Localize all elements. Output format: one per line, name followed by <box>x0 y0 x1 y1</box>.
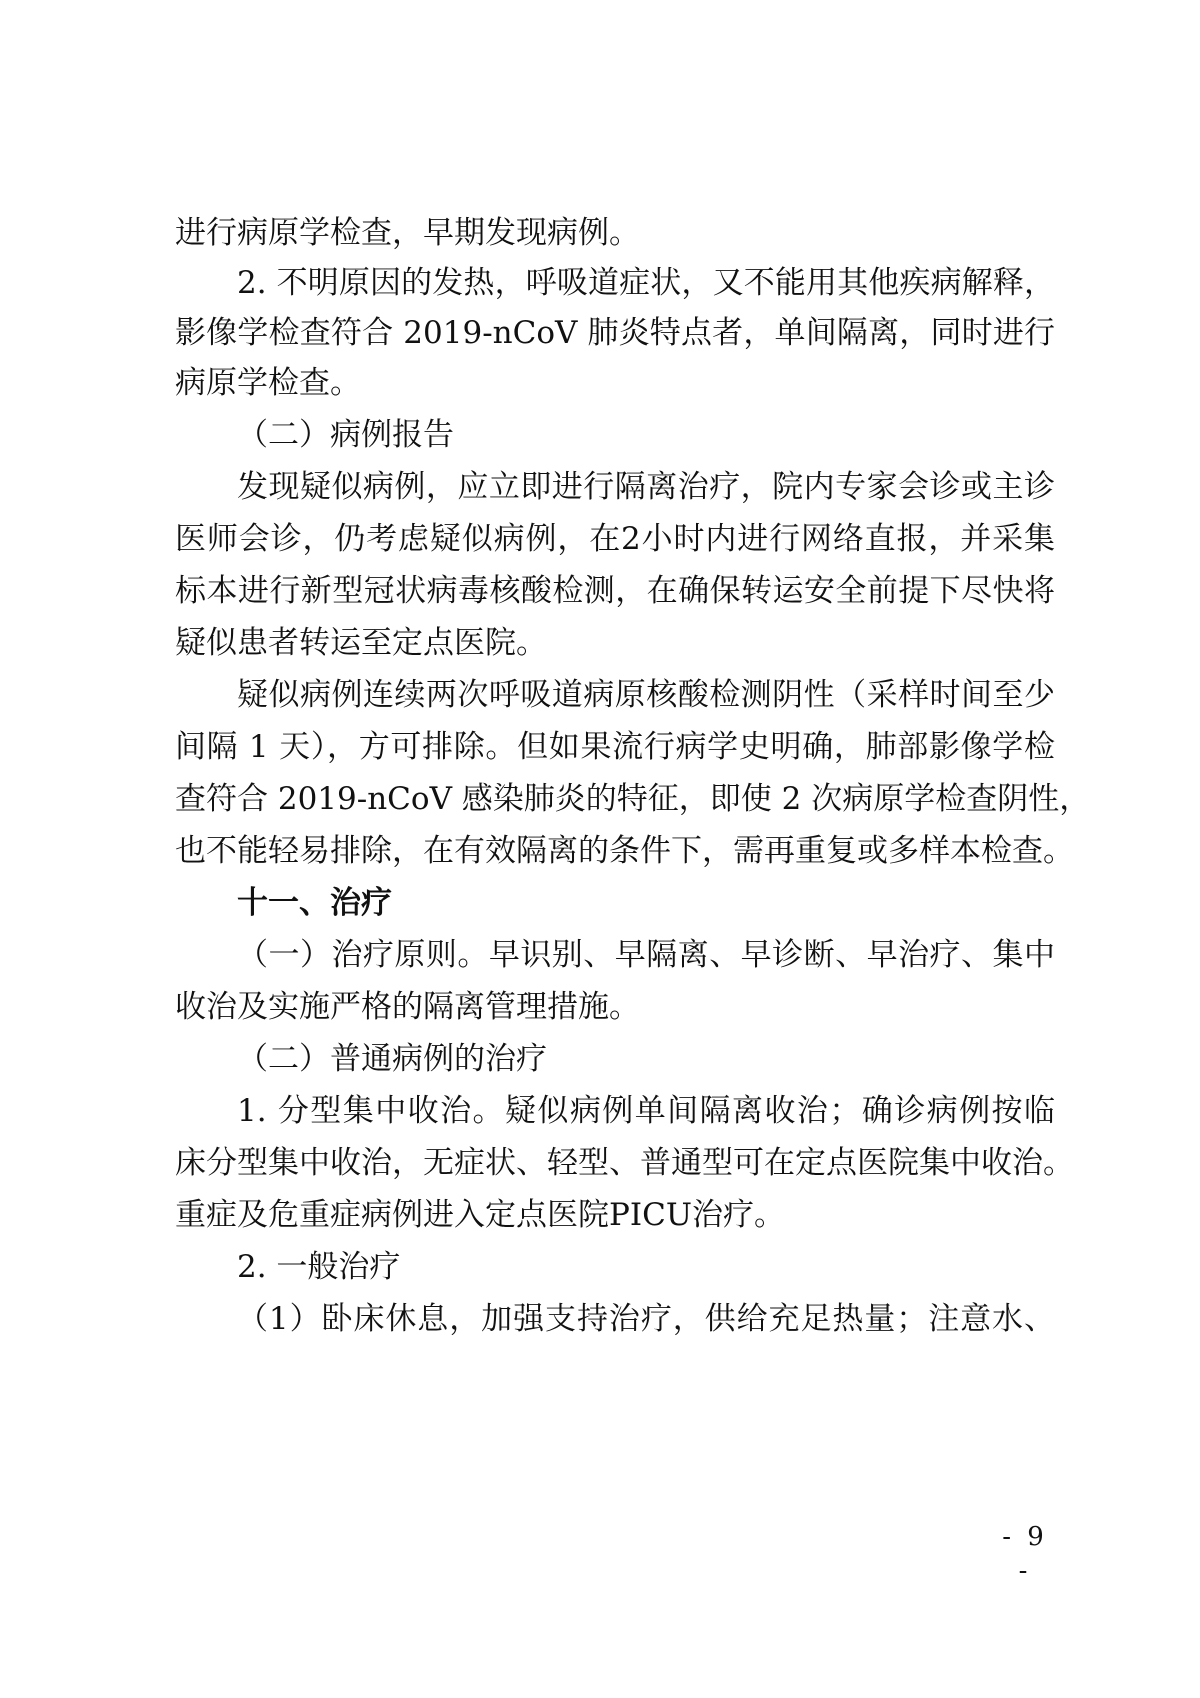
section-heading: 十一、治疗 <box>237 885 392 921</box>
text-line: 重症及危重症病例进入定点医院PICU治疗。 <box>175 1197 785 1233</box>
page-number: - 9 - <box>1002 1522 1048 1586</box>
text-line: 疑似患者转运至定点医院。 <box>175 625 547 661</box>
text-line: 间隔 1 天），方可排除。但如果流行病学史明确，肺部影像学检 <box>175 729 1055 765</box>
text-line: 疑似病例连续两次呼吸道病原核酸检测阴性（采样时间至少 <box>237 677 1055 713</box>
text-line: 2. 一般治疗 <box>237 1249 401 1285</box>
text-line: 1. 分型集中收治。疑似病例单间隔离收治；确诊病例按临 <box>237 1093 1055 1129</box>
text-line: （一）治疗原则。早识别、早隔离、早诊断、早治疗、集中 <box>237 937 1055 973</box>
text-line: 进行病原学检查，早期发现病例。 <box>175 215 640 251</box>
text-line: 标本进行新型冠状病毒核酸检测，在确保转运安全前提下尽快将 <box>175 573 1055 609</box>
text-line: 查符合 2019-nCoV 感染肺炎的特征，即使 2 次病原学检查阴性， <box>175 781 1091 817</box>
text-line: 病原学检查。 <box>175 365 361 401</box>
text-line: 床分型集中收治，无症状、轻型、普通型可在定点医院集中收治。 <box>175 1145 1074 1181</box>
text-line: 影像学检查符合 2019-nCoV 肺炎特点者，单间隔离，同时进行 <box>175 315 1055 351</box>
text-line: 收治及实施严格的隔离管理措施。 <box>175 989 640 1025</box>
text-line: 也不能轻易排除，在有效隔离的条件下，需再重复或多样本检查。 <box>175 833 1074 869</box>
text-line: 医师会诊，仍考虑疑似病例，在2小时内进行网络直报，并采集 <box>175 521 1055 557</box>
section-subheading: （二）普通病例的治疗 <box>237 1041 547 1077</box>
text-line: 发现疑似病例，应立即进行隔离治疗，院内专家会诊或主诊 <box>237 469 1055 505</box>
section-subheading: （二）病例报告 <box>237 417 454 453</box>
text-line: 2. 不明原因的发热，呼吸道症状，又不能用其他疾病解释， <box>237 265 1055 301</box>
text-line: （1）卧床休息，加强支持治疗，供给充足热量；注意水、 <box>237 1301 1055 1337</box>
